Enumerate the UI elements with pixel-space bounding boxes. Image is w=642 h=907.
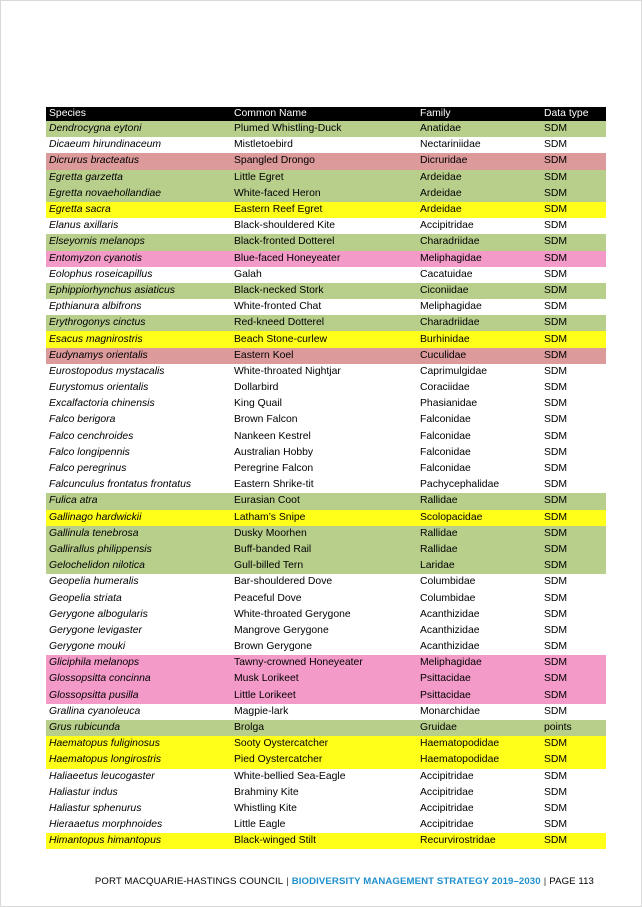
cell-data-type: SDM: [544, 414, 568, 426]
cell-species: Egretta sacra: [49, 204, 111, 216]
cell-family: Ardeidae: [420, 171, 462, 183]
cell-common-name: Spangled Drongo: [234, 155, 315, 167]
table-row: [46, 752, 606, 768]
cell-common-name: Brolga: [234, 722, 265, 734]
cell-species: Haliastur sphenurus: [49, 802, 142, 814]
cell-family: Pachycephalidae: [420, 479, 500, 491]
table-row: [46, 639, 606, 655]
cell-family: Falconidae: [420, 430, 471, 442]
table-row: [46, 121, 606, 137]
cell-species: Eurostopodus mystacalis: [49, 365, 165, 377]
cell-family: Nectariniidae: [420, 139, 481, 151]
cell-common-name: Eastern Reef Egret: [234, 204, 323, 216]
cell-common-name: Bar-shouldered Dove: [234, 576, 333, 588]
cell-species: Eurystomus orientalis: [49, 382, 149, 394]
cell-data-type: SDM: [544, 624, 568, 636]
cell-common-name: Gull-billed Tern: [234, 560, 304, 572]
table-row: [46, 429, 606, 445]
species-table: [46, 107, 606, 849]
cell-species: Erythrogonys cinctus: [49, 317, 146, 329]
cell-species: Geopelia humeralis: [49, 576, 139, 588]
cell-species: Falcunculus frontatus frontatus: [49, 479, 192, 491]
cell-species: Falco berigora: [49, 414, 116, 426]
cell-common-name: Pied Oystercatcher: [234, 754, 323, 766]
cell-data-type: SDM: [544, 187, 568, 199]
cell-species: Egretta garzetta: [49, 171, 123, 183]
cell-data-type: SDM: [544, 268, 568, 280]
cell-data-type: SDM: [544, 139, 568, 151]
table-row: [46, 688, 606, 704]
cell-family: Rallidae: [420, 543, 458, 555]
cell-data-type: SDM: [544, 770, 568, 782]
cell-species: Falco cenchroides: [49, 430, 134, 442]
cell-common-name: Galah: [234, 268, 262, 280]
table-row: [46, 590, 606, 606]
cell-family: Rallidae: [420, 495, 458, 507]
header-data-type: Data type: [544, 108, 589, 119]
cell-common-name: Peaceful Dove: [234, 592, 302, 604]
cell-species: Gelochelidon nilotica: [49, 560, 145, 572]
cell-data-type: SDM: [544, 155, 568, 167]
table-row: [46, 671, 606, 687]
table-row: [46, 364, 606, 380]
cell-data-type: SDM: [544, 495, 568, 507]
cell-family: Cuculidae: [420, 349, 467, 361]
table-row: [46, 315, 606, 331]
cell-common-name: Eurasian Coot: [234, 495, 300, 507]
cell-data-type: SDM: [544, 446, 568, 458]
cell-species: Falco longipennis: [49, 446, 130, 458]
cell-family: Coraciidae: [420, 382, 470, 394]
cell-species: Falco peregrinus: [49, 463, 127, 475]
cell-common-name: Mangrove Gerygone: [234, 624, 329, 636]
cell-family: Acanthizidae: [420, 641, 480, 653]
cell-species: Dendrocygna eytoni: [49, 123, 142, 135]
cell-common-name: White-bellied Sea-Eagle: [234, 770, 346, 782]
cell-common-name: Brown Gerygone: [234, 641, 312, 653]
cell-species: Gallirallus philippensis: [49, 543, 152, 555]
table-row: [46, 720, 606, 736]
cell-data-type: SDM: [544, 430, 568, 442]
table-row: [46, 574, 606, 590]
table-row: [46, 445, 606, 461]
cell-species: Eudynamys orientalis: [49, 349, 148, 361]
cell-species: Haematopus fuliginosus: [49, 738, 160, 750]
cell-family: Laridae: [420, 560, 455, 572]
cell-common-name: Mistletoebird: [234, 139, 293, 151]
cell-common-name: King Quail: [234, 398, 282, 410]
cell-species: Eolophus roseicapillus: [49, 268, 153, 280]
cell-common-name: White-throated Gerygone: [234, 608, 351, 620]
cell-data-type: SDM: [544, 560, 568, 572]
cell-family: Accipitridae: [420, 802, 474, 814]
cell-common-name: Peregrine Falcon: [234, 463, 314, 475]
cell-common-name: Black-shouldered Kite: [234, 220, 336, 232]
cell-data-type: SDM: [544, 835, 568, 847]
cell-species: Geopelia striata: [49, 592, 122, 604]
cell-family: Columbidae: [420, 576, 476, 588]
table-row: [46, 736, 606, 752]
cell-family: Ciconiidae: [420, 284, 469, 296]
cell-data-type: SDM: [544, 754, 568, 766]
cell-data-type: SDM: [544, 641, 568, 653]
footer-page-number: PAGE 113: [549, 876, 594, 887]
cell-species: Gerygone mouki: [49, 641, 126, 653]
footer-separator: |: [543, 876, 547, 887]
cell-data-type: SDM: [544, 608, 568, 620]
cell-common-name: Magpie-lark: [234, 705, 289, 717]
table-row: [46, 607, 606, 623]
cell-family: Gruidae: [420, 722, 457, 734]
cell-common-name: Nankeen Kestrel: [234, 430, 311, 442]
cell-data-type: SDM: [544, 592, 568, 604]
table-row: [46, 153, 606, 169]
cell-data-type: points: [544, 722, 572, 734]
table-row: [46, 283, 606, 299]
footer-council: PORT MACQUARIE-HASTINGS COUNCIL: [94, 876, 284, 887]
header-family: Family: [420, 108, 451, 119]
cell-common-name: Dusky Moorhen: [234, 527, 307, 539]
cell-data-type: SDM: [544, 284, 568, 296]
cell-species: Excalfactoria chinensis: [49, 398, 155, 410]
cell-family: Anatidae: [420, 123, 462, 135]
cell-family: Burhinidae: [420, 333, 470, 345]
cell-common-name: Black-fronted Dotterel: [234, 236, 335, 248]
cell-species: Epthianura albifrons: [49, 301, 142, 313]
cell-common-name: Whistling Kite: [234, 802, 297, 814]
table-row: [46, 801, 606, 817]
cell-species: Elseyornis melanops: [49, 236, 145, 248]
cell-species: Ephippiorhynchus asiaticus: [49, 284, 175, 296]
cell-species: Gerygone levigaster: [49, 624, 142, 636]
cell-species: Haliastur indus: [49, 786, 118, 798]
cell-family: Psittacidae: [420, 689, 471, 701]
table-row: [46, 234, 606, 250]
table-row: [46, 623, 606, 639]
cell-common-name: Beach Stone-curlew: [234, 333, 327, 345]
cell-common-name: Brahminy Kite: [234, 786, 299, 798]
cell-family: Acanthizidae: [420, 608, 480, 620]
table-row: [46, 477, 606, 493]
header-species: Species: [49, 108, 86, 119]
cell-family: Rallidae: [420, 527, 458, 539]
footer-separator: |: [286, 876, 289, 887]
table-row: [46, 704, 606, 720]
table-row: [46, 202, 606, 218]
cell-data-type: SDM: [544, 527, 568, 539]
cell-data-type: SDM: [544, 673, 568, 685]
cell-data-type: SDM: [544, 365, 568, 377]
table-row: [46, 218, 606, 234]
cell-common-name: Red-kneed Dotterel: [234, 317, 325, 329]
table-row: [46, 833, 606, 849]
cell-family: Phasianidae: [420, 398, 478, 410]
cell-common-name: Tawny-crowned Honeyeater: [234, 657, 363, 669]
cell-common-name: Australian Hobby: [234, 446, 314, 458]
table-row: [46, 785, 606, 801]
cell-species: Dicrurus bracteatus: [49, 155, 140, 167]
cell-common-name: Eastern Koel: [234, 349, 294, 361]
cell-data-type: SDM: [544, 657, 568, 669]
cell-data-type: SDM: [544, 543, 568, 555]
cell-data-type: SDM: [544, 236, 568, 248]
cell-family: Accipitridae: [420, 220, 474, 232]
page-footer: [0, 876, 594, 887]
cell-common-name: Latham’s Snipe: [234, 511, 306, 523]
cell-data-type: SDM: [544, 301, 568, 313]
cell-family: Falconidae: [420, 463, 471, 475]
cell-common-name: Plumed Whistling-Duck: [234, 123, 342, 135]
cell-species: Elanus axillaris: [49, 220, 119, 232]
cell-data-type: SDM: [544, 576, 568, 588]
cell-common-name: Buff-banded Rail: [234, 543, 312, 555]
cell-species: Grallina cyanoleuca: [49, 705, 141, 717]
table-row: [46, 526, 606, 542]
footer-strategy-title: BIODIVERSITY MANAGEMENT STRATEGY 2019–2030: [291, 876, 541, 887]
table-row: [46, 396, 606, 412]
cell-data-type: SDM: [544, 333, 568, 345]
cell-family: Ardeidae: [420, 187, 462, 199]
cell-family: Charadriidae: [420, 236, 480, 248]
cell-common-name: Little Eagle: [234, 819, 286, 831]
table-row: [46, 331, 606, 347]
table-row: [46, 137, 606, 153]
cell-data-type: SDM: [544, 123, 568, 135]
cell-common-name: Blue-faced Honeyeater: [234, 252, 341, 264]
cell-family: Haematopodidae: [420, 738, 500, 750]
cell-species: Esacus magnirostris: [49, 333, 143, 345]
cell-common-name: Musk Lorikeet: [234, 673, 299, 685]
cell-data-type: SDM: [544, 738, 568, 750]
cell-species: Haematopus longirostris: [49, 754, 162, 766]
cell-family: Recurvirostridae: [420, 835, 496, 847]
cell-data-type: SDM: [544, 479, 568, 491]
table-row: [46, 170, 606, 186]
header-row: [46, 107, 606, 121]
cell-common-name: Little Egret: [234, 171, 284, 183]
table-row: [46, 769, 606, 785]
cell-species: Gliciphila melanops: [49, 657, 140, 669]
table-row: [46, 251, 606, 267]
cell-data-type: SDM: [544, 349, 568, 361]
table-row: [46, 267, 606, 283]
table-row: [46, 510, 606, 526]
cell-species: Dicaeum hirundinaceum: [49, 139, 162, 151]
cell-common-name: Eastern Shrike-tit: [234, 479, 314, 491]
cell-data-type: SDM: [544, 705, 568, 717]
table-body: [46, 121, 606, 849]
cell-family: Acanthizidae: [420, 624, 480, 636]
cell-family: Ardeidae: [420, 204, 462, 216]
table-header: [46, 107, 606, 121]
cell-data-type: SDM: [544, 204, 568, 216]
table-row: [46, 412, 606, 428]
cell-data-type: SDM: [544, 819, 568, 831]
cell-species: Entomyzon cyanotis: [49, 252, 142, 264]
table-row: [46, 186, 606, 202]
cell-data-type: SDM: [544, 786, 568, 798]
cell-data-type: SDM: [544, 220, 568, 232]
header-common-name: Common Name: [234, 108, 307, 119]
cell-data-type: SDM: [544, 171, 568, 183]
cell-data-type: SDM: [544, 802, 568, 814]
cell-species: Gerygone albogularis: [49, 608, 148, 620]
cell-data-type: SDM: [544, 252, 568, 264]
cell-family: Accipitridae: [420, 819, 474, 831]
cell-family: Accipitridae: [420, 786, 474, 798]
cell-data-type: SDM: [544, 382, 568, 394]
cell-species: Fulica atra: [49, 495, 98, 507]
cell-species: Glossopsitta concinna: [49, 673, 151, 685]
cell-common-name: Black-winged Stilt: [234, 835, 317, 847]
cell-common-name: White-fronted Chat: [234, 301, 322, 313]
cell-data-type: SDM: [544, 317, 568, 329]
cell-family: Columbidae: [420, 592, 476, 604]
cell-species: Gallinula tenebrosa: [49, 527, 139, 539]
cell-data-type: SDM: [544, 398, 568, 410]
cell-family: Monarchidae: [420, 705, 481, 717]
cell-family: Scolopacidae: [420, 511, 483, 523]
table-row: [46, 299, 606, 315]
cell-common-name: Dollarbird: [234, 382, 279, 394]
cell-species: Gallinago hardwickii: [49, 511, 142, 523]
cell-family: Falconidae: [420, 446, 471, 458]
cell-species: Haliaeetus leucogaster: [49, 770, 155, 782]
cell-species: Himantopus himantopus: [49, 835, 162, 847]
cell-family: Falconidae: [420, 414, 471, 426]
cell-species: Grus rubicunda: [49, 722, 121, 734]
cell-family: Meliphagidae: [420, 301, 482, 313]
cell-family: Dicruridae: [420, 155, 468, 167]
cell-family: Haematopodidae: [420, 754, 500, 766]
cell-family: Charadriidae: [420, 317, 480, 329]
cell-family: Accipitridae: [420, 770, 474, 782]
table-row: [46, 461, 606, 477]
cell-data-type: SDM: [544, 689, 568, 701]
cell-species: Egretta novaehollandiae: [49, 187, 162, 199]
cell-common-name: Brown Falcon: [234, 414, 298, 426]
table-row: [46, 348, 606, 364]
cell-data-type: SDM: [544, 511, 568, 523]
cell-species: Glossopsitta pusilla: [49, 689, 139, 701]
cell-common-name: White-throated Nightjar: [234, 365, 341, 377]
table-row: [46, 558, 606, 574]
table-row: [46, 380, 606, 396]
table-row: [46, 493, 606, 509]
cell-family: Cacatuidae: [420, 268, 473, 280]
cell-family: Psittacidae: [420, 673, 471, 685]
table-row: [46, 542, 606, 558]
table-row: [46, 655, 606, 671]
cell-family: Meliphagidae: [420, 657, 482, 669]
cell-species: Hieraaetus morphnoides: [49, 819, 163, 831]
cell-common-name: Black-necked Stork: [234, 284, 324, 296]
cell-family: Meliphagidae: [420, 252, 482, 264]
cell-common-name: Sooty Oystercatcher: [234, 738, 329, 750]
cell-family: Caprimulgidae: [420, 365, 487, 377]
table-row: [46, 817, 606, 833]
cell-common-name: Little Lorikeet: [234, 689, 296, 701]
cell-data-type: SDM: [544, 463, 568, 475]
cell-common-name: White-faced Heron: [234, 187, 321, 199]
